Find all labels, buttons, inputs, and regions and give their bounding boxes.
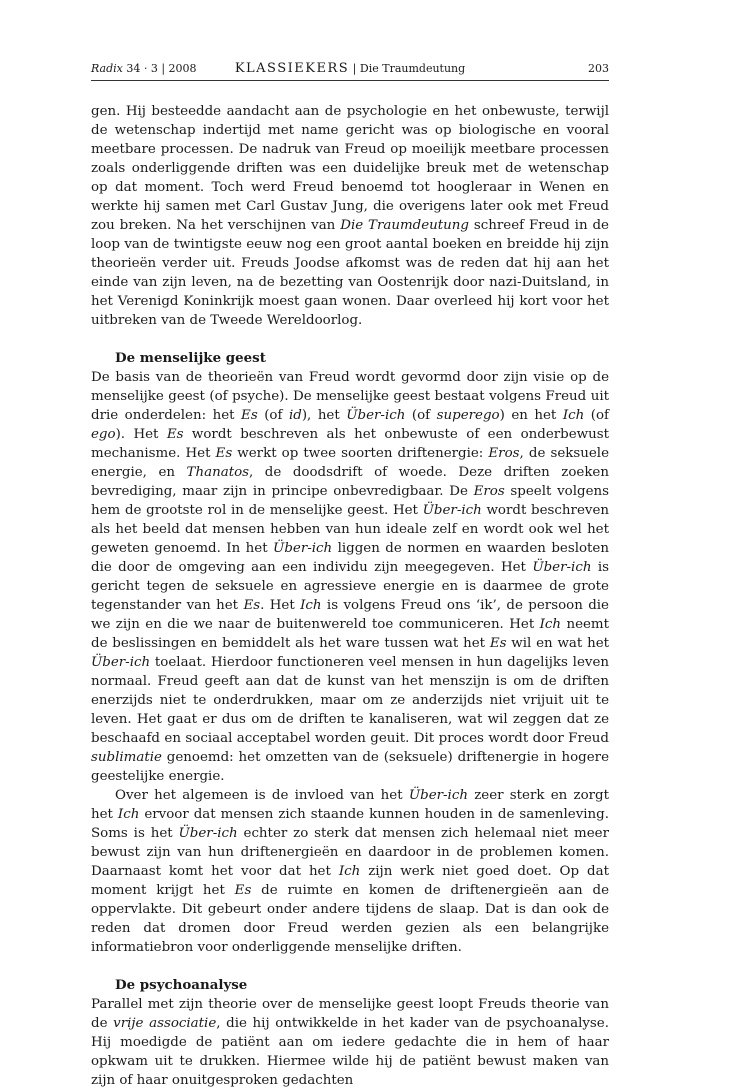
text-run: liggen de normen en waarden besloten die door de omgeving aan een individu zijn meegegeven. Het — [91, 541, 609, 575]
text-run: neemt de beslissingen en bemiddelt als het ware tussen wat het — [91, 617, 610, 651]
italic-term: Über-ich — [91, 655, 151, 670]
italic-term: Über-ich — [532, 560, 592, 575]
running-header — [91, 60, 609, 81]
text-run: Parallel met zijn theorie over de menselijke geest loopt Freuds theorie van de — [91, 997, 609, 1031]
italic-term: Es — [243, 598, 261, 613]
italic-term: Über-ich — [422, 503, 482, 518]
italic-term: Es — [166, 427, 184, 442]
italic-term: ego — [91, 427, 116, 442]
italic-term: Es — [234, 883, 252, 898]
italic-term: Es — [489, 636, 507, 651]
italic-term: Ich — [562, 408, 585, 423]
text-run: (of — [405, 408, 437, 423]
italic-term: Ich — [338, 864, 361, 879]
text-run: zijn werk niet goed doet. Op dat moment krijgt het — [91, 864, 609, 898]
section-subtitle: Die Traumdeutung — [359, 62, 466, 75]
text-run: wil en wat het — [506, 636, 610, 651]
italic-term: Thanatos — [186, 465, 250, 480]
text-run: speelt volgens hem de grootste rol in de menselijke geest. Het — [91, 484, 609, 518]
text-run: is gericht tegen de seksuele en agressieve energie en is daarmee de grote tegenstander van het — [91, 560, 609, 613]
italic-term: Über-ich — [408, 788, 468, 803]
text-run: . Het — [260, 598, 301, 613]
italic-term: Über-ich — [178, 826, 238, 841]
italic-term: Eros — [473, 484, 505, 499]
italic-term: Eros — [488, 446, 520, 461]
italic-term: Es — [215, 446, 233, 461]
italic-term: Ich — [539, 617, 562, 632]
text-run: , de seksuele energie, en — [91, 446, 609, 480]
italic-term: Ich — [117, 807, 140, 822]
italic-term: Die Traumdeutung — [340, 218, 469, 233]
italic-term: Über-ich — [273, 541, 333, 556]
section-heading: De psychoanalyse — [115, 977, 248, 993]
italic-term: vrije associatie — [113, 1016, 217, 1031]
text-run: ), het — [301, 408, 347, 423]
paragraph — [91, 786, 609, 957]
text-run: echter zo sterk dat mensen zich helemaal niet meer bewust zijn van hun driftenergieën en daardoor in de problemen komen. Daarnaast komt het voor dat het — [91, 826, 609, 879]
section-title — [91, 60, 609, 78]
text-run: , die hij ontwikkelde in het kader van de psychoanalyse. Hij moedigde de patiënt aan om iedere gedachte die in hem of haar opkwam uit te drukken. Hiermee wilde hij de patiënt bewust maken van zijn of haar onuitgesproken gedachten — [91, 1016, 609, 1088]
journal-issue: 34 · 3 | 2008 — [126, 62, 197, 75]
text-run: werkt op twee soorten driftenergie: — [232, 446, 489, 461]
text-run: (of — [257, 408, 289, 423]
text-run: ) en het — [499, 408, 563, 423]
text-run: is volgens Freud ons ‘ik’, de persoon die we zijn en die we naar de buitenwereld toe communiceren. Het — [91, 598, 609, 632]
paragraph — [91, 102, 609, 330]
text-run: wordt beschreven als het onbewuste of een onderbewust mechanisme. Het — [91, 427, 609, 461]
text-run: genoemd: het omzetten van de (seksuele) driftenergie in hogere geestelijke energie. — [91, 750, 609, 784]
text-run: (of — [584, 408, 609, 423]
body-text — [91, 102, 609, 1090]
section-heading: De menselijke geest — [115, 350, 266, 366]
text-run: toelaat. Hierdoor functioneren veel mensen in hun dagelijks leven normaal. Freud geeft aan dat de kunst van het menszijn is om de driften enerzijds niet te onderdrukken, maar om ze anderzijds niet vrijuit uit te leven. Het gaat er dus om de driften te kanaliseren, wat wil zeggen dat ze beschaafd en sociaal acceptabel worden geuit. Dit proces wordt door Freud — [91, 655, 609, 746]
section-name: KLASSIEKERS — [234, 61, 350, 76]
paragraph — [91, 995, 609, 1090]
italic-term: Über-ich — [346, 408, 406, 423]
text-run: De basis van de theorieën van Freud wordt gevormd door zijn visie op de menselijke geest (of psyche). De menselijke geest bestaat volgens Freud uit drie onderdelen: het — [91, 370, 609, 423]
text-run: zeer sterk en zorgt het — [91, 788, 610, 822]
italic-term: id — [288, 408, 302, 423]
text-run: ). Het — [115, 427, 167, 442]
journal-name: Radix — [91, 62, 123, 75]
paragraph — [91, 368, 609, 786]
text-run: wordt beschreven als het beeld dat mensen hebben van hun ideale zelf en wordt ook wel het geweten genoemd. In het — [91, 503, 609, 556]
text-run: ervoor dat mensen zich staande kunnen houden in de samenleving. Soms is het — [91, 807, 609, 841]
italic-term: Ich — [300, 598, 322, 613]
text-run: de ruimte en komen de driftenergieën aan de oppervlakte. Dit gebeurt onder andere tijdens de slaap. Dat is dan ook de reden dat dromen door Freud werden gezien als een belangrijke informatiebron voor onderliggende menselijke driften. — [91, 883, 609, 955]
page-number: 203 — [588, 62, 609, 75]
italic-term: Es — [241, 408, 258, 423]
header-separator: | — [352, 62, 357, 75]
text-run: Over het algemeen is de invloed van het — [115, 788, 409, 803]
text-run: gen. Hij besteedde aandacht aan de psychologie en het onbewuste, terwijl de wetenschap indertijd met name gericht was op biologische en vooral meetbare processen. De nadruk van Freud op moeilijk meetbare processen zoals onderliggende driften was een duidelijke breuk met de wetenschap op dat moment. Toch werd Freud benoemd tot hoogleraar in Wenen en werkte hij samen met Carl Gustav Jung, die overigens later ook met Freud zou breken. Na het verschijnen van — [91, 104, 609, 233]
text-run: , de doodsdrift of woede. Deze driften zoeken bevrediging, maar zijn in principe onbevredigbaar. De — [91, 465, 609, 499]
text-run: schreef Freud in de loop van de twintigste eeuw nog een groot aantal boeken en breidde hij zijn theorieën verder uit. Freuds Joodse afkomst was de reden dat hij aan het einde van zijn leven, na de bezetting van Oostenrijk door nazi-Duitsland, in het Verenigd Koninkrijk moest gaan wonen. Daar overleed hij kort voor het uitbreken van de Tweede Wereldoorlog. — [91, 218, 609, 328]
italic-term: superego — [436, 408, 500, 423]
italic-term: sublimatie — [91, 750, 162, 765]
